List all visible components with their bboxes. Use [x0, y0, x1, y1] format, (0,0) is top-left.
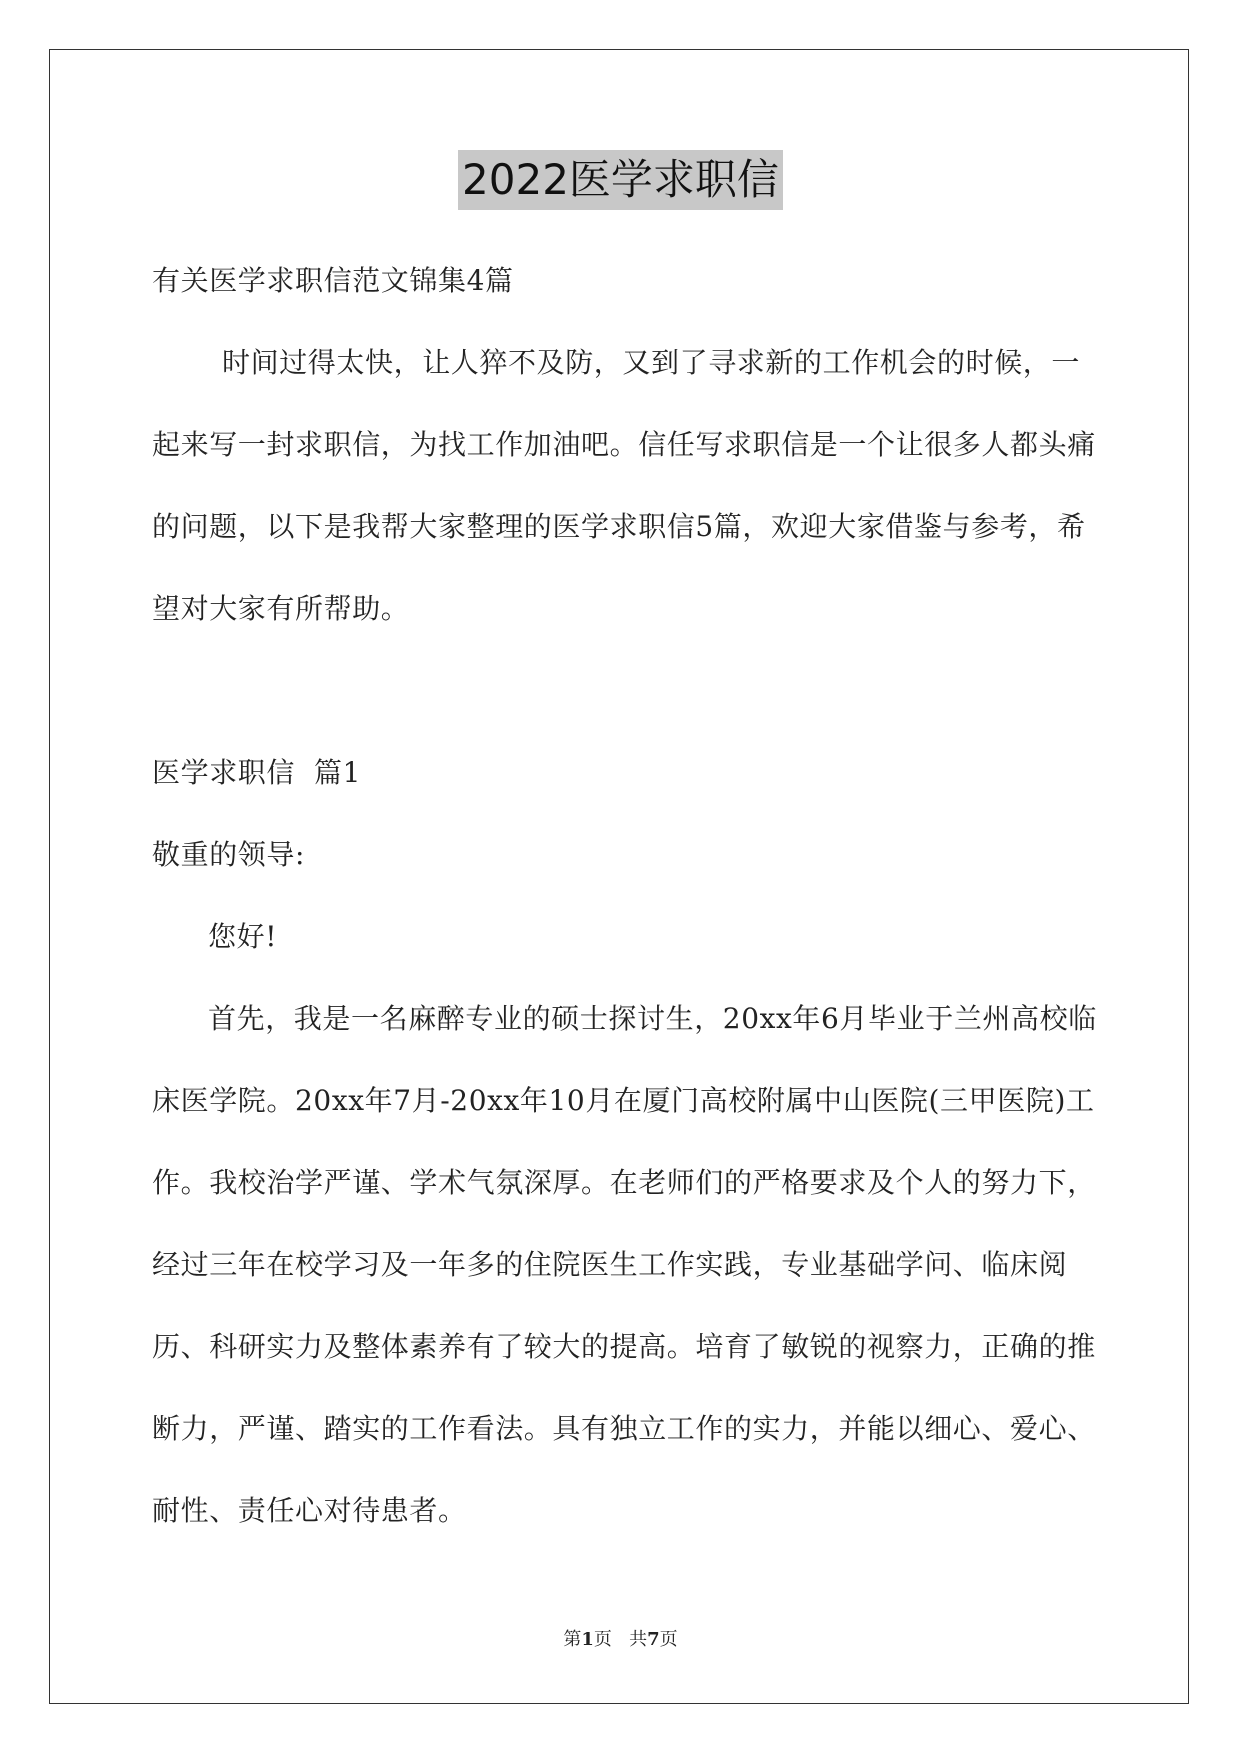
page-total: 7	[647, 1629, 660, 1650]
body-paragraph: 首先，我是一名麻醉专业的硕士探讨生，20xx年6月毕业于兰州高校临床医学院。20xx年7月-20xx年10月在厦门高校附属中山医院(三甲医院)工作。我校治学严谨、学术气氛深厚。在老师们的严格要求及个人的努力下，经过三年在校学习及一年多的住院医生工作实践，专业基础学问、临床阅历、科研实力及整体素养有了较大的提高。培育了敏锐的视察力，正确的推断力，严谨、踏实的工作看法。具有独立工作的实力，并能以细心、爱心、耐性、责任心对待患者。	[152, 1002, 1097, 1527]
total-prefix: 共	[629, 1629, 648, 1650]
intro-paragraph: 时间过得太快，让人猝不及防，又到了寻求新的工作机会的时候，一起来写一封求职信，为找工作加油吧。信任写求职信是一个让很多人都头痛的问题，以下是我帮大家整理的医学求职信5篇，欢迎大家借鉴与参考，希望对大家有所帮助。	[152, 346, 1096, 625]
page-suffix: 页	[593, 1629, 612, 1650]
document-body	[152, 240, 1097, 1552]
page-current: 1	[581, 1629, 594, 1650]
document-title: 2022医学求职信	[458, 150, 783, 210]
document-subtitle: 有关医学求职信范文锦集4篇	[152, 264, 514, 297]
salutation: 敬重的领导:	[152, 838, 306, 871]
paragraph-spacer	[152, 650, 1097, 732]
page-prefix: 第	[563, 1629, 582, 1650]
page-footer	[0, 1625, 1241, 1651]
total-suffix: 页	[659, 1629, 678, 1650]
title-container	[0, 150, 1241, 210]
section-heading: 医学求职信 篇1	[152, 756, 362, 789]
greeting: 您好!	[208, 920, 278, 953]
